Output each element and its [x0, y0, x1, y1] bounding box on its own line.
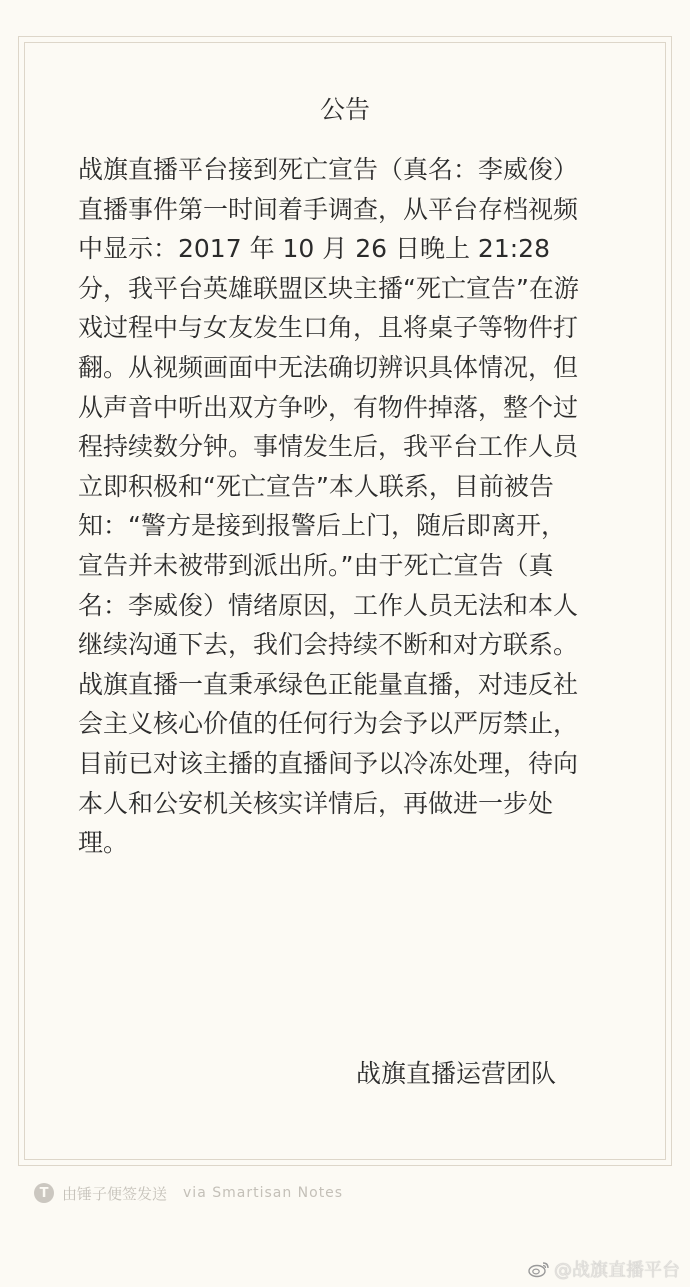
sent-via-app: via Smartisan Notes — [183, 1185, 344, 1201]
notice-line: 名：李威俊）情绪原因，工作人员无法和本人 — [78, 590, 579, 620]
notice-line: 本人和公安机关核实详情后，再做进一步处 — [78, 788, 554, 818]
sent-via-footer — [34, 1181, 343, 1205]
notice-line: 会主义核心价值的任何行为会予以严厉禁止， — [78, 709, 579, 739]
notice-title: 公告 — [319, 95, 370, 124]
notice-line: 分，我平台英雄联盟区块主播“死亡宣告”在游 — [78, 273, 579, 303]
notice-line: 继续沟通下去，我们会持续不断和对方联系。 — [78, 630, 579, 660]
notice-line: 战旗直播平台接到死亡宣告（真名：李威俊） — [78, 155, 579, 184]
notice-line: 中显示：2017 年 10 月 26 日晚上 21:28 — [78, 234, 550, 264]
weibo-watermark — [528, 1258, 680, 1280]
notice-line: 目前已对该主播的直播间予以冷冻处理，待向 — [78, 748, 579, 778]
sent-via-label: 由锤子便签发送 — [62, 1184, 168, 1203]
weibo-icon — [528, 1260, 550, 1278]
notice-line: 立即积极和“死亡宣告”本人联系，目前被告 — [78, 471, 554, 501]
notice-line: 程持续数分钟。事情发生后，我平台工作人员 — [78, 432, 579, 462]
notice-line: 理。 — [78, 828, 129, 858]
smartisan-t-icon: T — [34, 1183, 54, 1203]
notice-line: 战旗直播一直秉承绿色正能量直播，对违反社 — [78, 669, 579, 699]
notice-line: 从声音中听出双方争吵，有物件掉落，整个过 — [78, 392, 579, 422]
weibo-watermark-text: @战旗直播平台 — [554, 1260, 680, 1281]
notice-line: 戏过程中与女友发生口角，且将桌子等物件打 — [78, 313, 579, 343]
notice-line: 直播事件第一时间着手调查，从平台存档视频 — [78, 194, 579, 224]
notice-signature: 战旗直播运营团队 — [355, 1059, 556, 1088]
notice-line: 翻。从视频画面中无法确切辨识具体情况，但 — [78, 352, 579, 382]
notice-line: 知：“警方是接到报警后上门，随后即离开， — [78, 511, 566, 541]
notice-line: 宣告并未被带到派出所。”由于死亡宣告（真 — [78, 550, 554, 580]
notice-body — [78, 150, 623, 863]
